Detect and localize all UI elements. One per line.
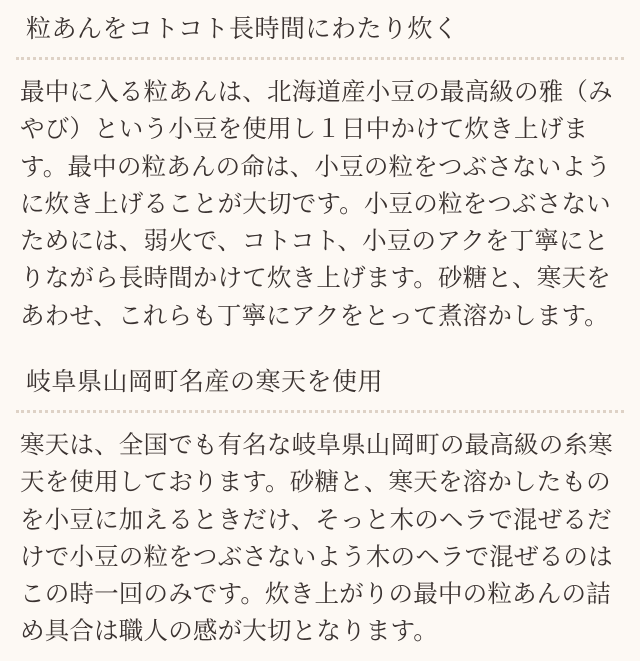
section-heading-kanten: 岐阜県山岡町名産の寒天を使用 xyxy=(26,367,384,396)
section-heading-anko: 粒あんをコトコト長時間にわたり炊く xyxy=(26,15,459,43)
section-body-anko: 最中に入る粒あんは、北海道産小豆の最高級の雅（みやび）という小豆を使用し１日中かけて炊き上げます。最中の粒あんの命は、小豆の粒をつぶさないように炊き上げることが大切です。小豆の粒をつぶさないためには、弱火で、コトコト、小豆のアクを丁寧にとりながら長時間かけて炊き上げます。砂糖と、寒天をあわせ、これらも丁寧にアクをとって煮溶かします。 xyxy=(20,79,613,330)
section-gap xyxy=(14,345,626,353)
section-anko xyxy=(14,0,626,345)
section-kanten xyxy=(14,353,626,661)
section-body-kanten: 寒天は、全国でも有名な岐阜県山岡町の最高級の糸寒天を使用しております。砂糖と、寒天を溶かしたものを小豆に加えるときだけ、そっと木のヘラで混ぜるだけで小豆の粒をつぶさないよう木のヘラで混ぜるのはこの時一回のみです。炊き上がりの最中の粒あんの詰め具合は職人の感が大切となります。 xyxy=(20,432,613,646)
